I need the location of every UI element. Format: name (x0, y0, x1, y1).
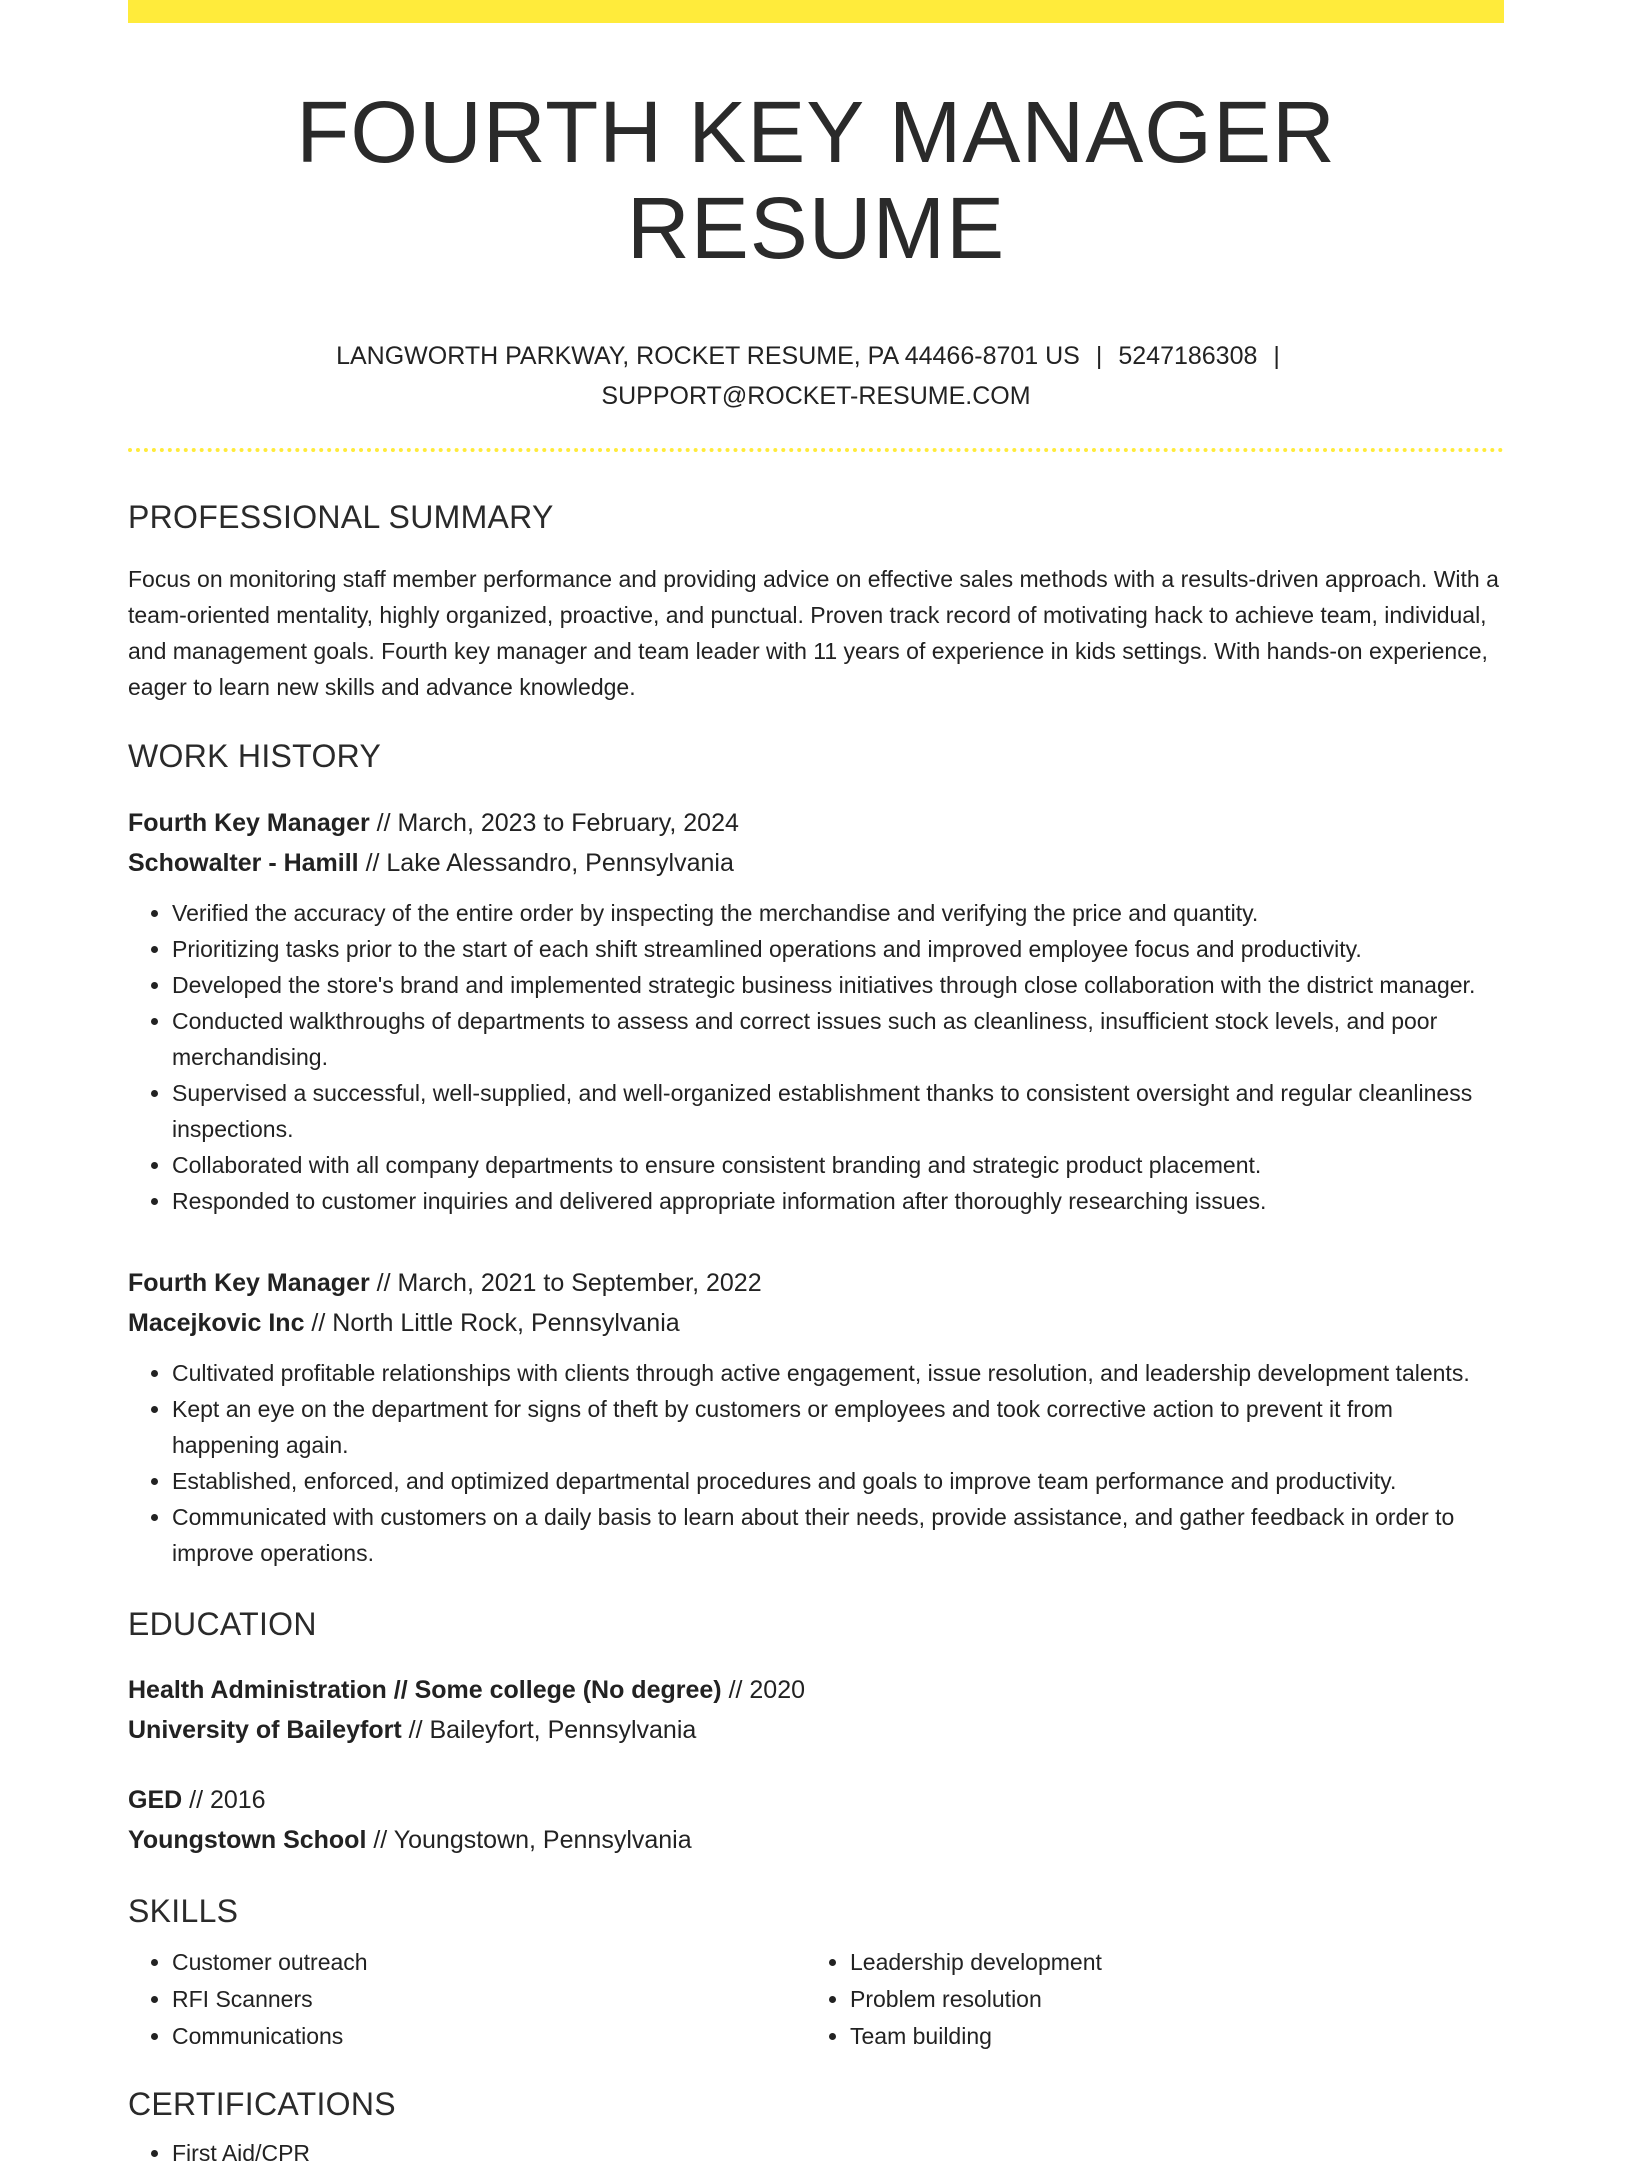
job-dates: // March, 2021 to September, 2022 (369, 1269, 762, 1298)
list-item: • Kept an eye on the department for signs of theft by customers or employees and took corrective action to prevent it from happening again. (172, 1391, 1504, 1463)
education-school-line (128, 1710, 1504, 1750)
skill-item: • RFI Scanners (172, 1981, 806, 2018)
education-location: // Baileyfort, Pennsylvania (401, 1715, 697, 1744)
job-company: Macejkovic Inc (128, 1309, 305, 1338)
skill-item: • Customer outreach (172, 1944, 806, 1981)
accent-top-bar (128, 0, 1504, 23)
job-title-line (128, 803, 1504, 843)
education-degree-line (128, 1780, 1504, 1820)
job-location: // Lake Alessandro, Pennsylvania (358, 849, 734, 878)
skill-item: • Problem resolution (850, 1981, 1484, 2018)
skills-column-left (128, 1944, 806, 2055)
contact-email[interactable]: SUPPORT@ROCKET-RESUME.COM (601, 382, 1031, 411)
list-item: • Established, enforced, and optimized departmental procedures and goals to improve team performance and productivity. (172, 1463, 1504, 1499)
education-year: // 2020 (721, 1675, 806, 1704)
list-item: • Responded to customer inquiries and delivered appropriate information after thoroughly researching issues. (172, 1183, 1504, 1219)
list-item: • Communicated with customers on a daily basis to learn about their needs, provide assistance, and gather feedback in order to improve operations. (172, 1499, 1504, 1571)
job-entry (128, 803, 1504, 1219)
job-entry (128, 1263, 1504, 1571)
resume-title: FOURTH KEY MANAGER RESUME (296, 84, 1336, 277)
job-title: Fourth Key Manager (128, 1269, 370, 1298)
job-bullets (128, 895, 1504, 1219)
contact-separator: | (1273, 342, 1280, 371)
resume-page (128, 0, 1504, 2171)
education-school: Youngstown School (128, 1825, 367, 1854)
section-heading-work-history: WORK HISTORY (128, 737, 382, 774)
list-item: • Prioritizing tasks prior to the start of each shift streamlined operations and improved employee focus and productivity. (172, 931, 1504, 967)
list-item: • Conducted walkthroughs of departments to assess and correct issues such as cleanliness, insufficient stock levels, and poor merchandising. (172, 1003, 1504, 1075)
job-bullets (128, 1355, 1504, 1571)
job-company-line (128, 843, 1504, 883)
list-item: • Supervised a successful, well-supplied, and well-organized establishment thanks to consistent oversight and regular cleanliness inspections. (172, 1075, 1504, 1147)
section-heading-education: EDUCATION (128, 1606, 317, 1643)
job-dates: // March, 2023 to February, 2024 (369, 809, 739, 838)
list-item: • Developed the store's brand and implemented strategic business initiatives through close collaboration with the district manager. (172, 967, 1504, 1003)
job-title-line (128, 1263, 1504, 1303)
section-heading-skills: SKILLS (128, 1892, 239, 1929)
education-school: University of Baileyfort (128, 1715, 402, 1744)
skill-item: • Team building (850, 2018, 1484, 2055)
skill-item: • Leadership development (850, 1944, 1484, 1981)
list-item: • Cultivated profitable relationships with clients through active engagement, issue resolution, and leadership development talents. (172, 1355, 1504, 1391)
dotted-divider (128, 448, 1504, 452)
job-title: Fourth Key Manager (128, 809, 370, 838)
education-school-line (128, 1820, 1504, 1860)
job-company-line (128, 1303, 1504, 1343)
education-entry (128, 1780, 1504, 1860)
list-item: • Collaborated with all company departments to ensure consistent branding and strategic product placement. (172, 1147, 1504, 1183)
contact-separator: | (1095, 342, 1103, 371)
contact-info (316, 336, 1316, 416)
education-degree: Health Administration // Some college (No degree) (128, 1675, 722, 1704)
section-heading-summary: PROFESSIONAL SUMMARY (128, 499, 554, 536)
section-heading-certifications: CERTIFICATIONS (128, 2085, 396, 2122)
job-location: // North Little Rock, Pennsylvania (304, 1309, 680, 1338)
certification-item: • First Aid/CPR (172, 2135, 1504, 2171)
education-degree-line (128, 1670, 1504, 1710)
skill-item: • Communications (172, 2018, 806, 2055)
list-item: • Verified the accuracy of the entire order by inspecting the merchandise and verifying the price and quantity. (172, 895, 1504, 931)
education-entry (128, 1670, 1504, 1750)
skills-grid (128, 1944, 1504, 2055)
job-company: Schowalter - Hamill (128, 849, 359, 878)
education-degree: GED (128, 1785, 183, 1814)
education-year: // 2016 (182, 1785, 266, 1814)
skills-column-right (806, 1944, 1484, 2055)
certification-list (128, 2135, 1504, 2171)
summary-text: Focus on monitoring staff member performance and providing advice on effective sales methods with a results-driven approach. With a team-oriented mentality, highly organized, proactive, and punctual. Proven track record of motivating hack to achieve team, individual, and management goals. Fourth key manager and team leader with 11 years of experience in kids settings. With hands-on experience, eager to learn new skills and advance knowledge. (128, 565, 1499, 700)
contact-phone: 5247186308 (1118, 342, 1258, 371)
education-location: // Youngstown, Pennsylvania (366, 1825, 692, 1854)
contact-address: LANGWORTH PARKWAY, ROCKET RESUME, PA 44466-8701 US (336, 342, 1080, 371)
